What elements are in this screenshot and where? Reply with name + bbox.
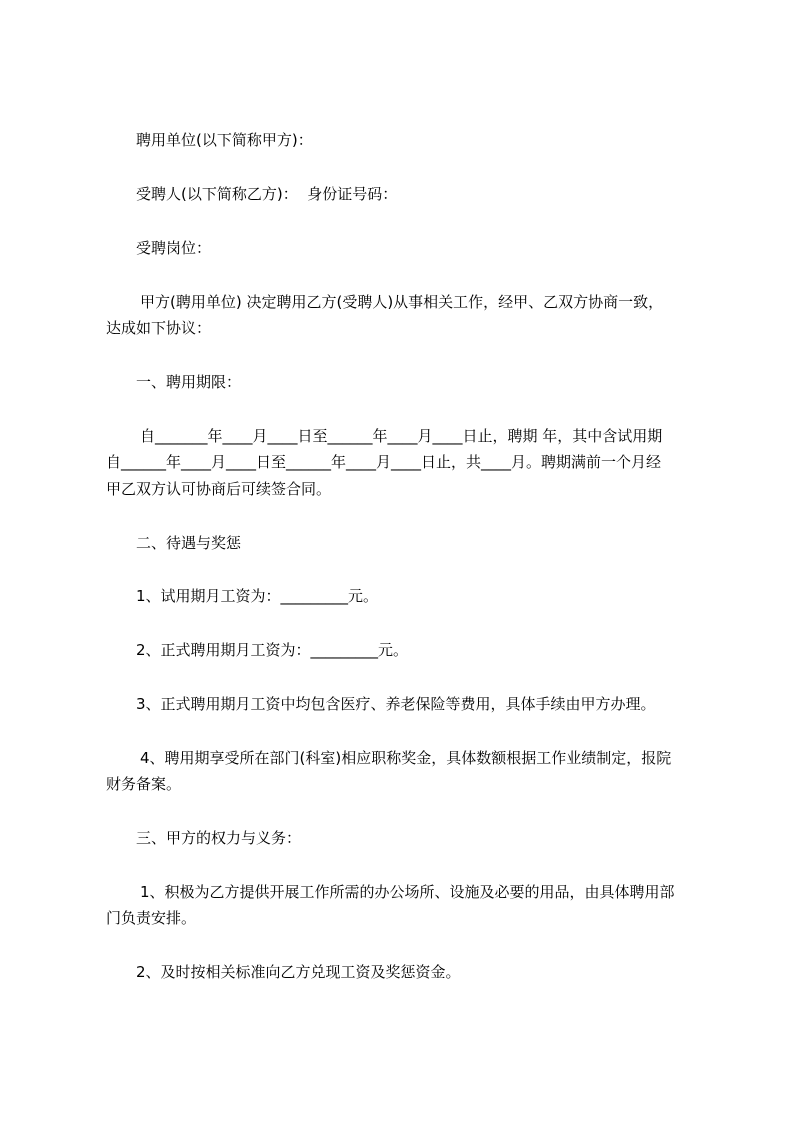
pay-item-4-line-2: 财务备案。 (106, 775, 182, 793)
section-heading-term: 一、聘用期限： (136, 373, 242, 391)
term-line-3: 甲乙双方认可协商后可续签合同。 (106, 480, 332, 498)
duty-item-1-line-2: 门负责安排。 (106, 909, 197, 927)
section-heading-pay: 二、待遇与奖惩 (136, 534, 242, 552)
pay-item-4-line-1: 4、聘用期享受所在部门(科室)相应职称奖金，具体数额根据工作业绩制定，报院 (140, 749, 672, 767)
employee-line: 受聘人(以下简称乙方)： 身份证号码： (136, 185, 398, 203)
position-line: 受聘岗位： (136, 239, 212, 257)
pay-item-3: 3、正式聘用期月工资中均包含医疗、养老保险等费用，具体手续由甲方办理。 (136, 695, 656, 713)
term-line-2: 自______年____月____日至______年____月____日止，共____月。聘期满前一个月经 (106, 453, 662, 471)
pay-item-1: 1、试用期月工资为：_________元。 (136, 587, 379, 605)
section-heading-duties: 三、甲方的权力与义务： (136, 829, 302, 847)
duty-item-2: 2、及时按相关标准向乙方兑现工资及奖惩资金。 (136, 963, 461, 981)
pay-item-2: 2、正式聘用期月工资为：_________元。 (136, 641, 409, 659)
intro-line-1: 甲方(聘用单位) 决定聘用乙方(受聘人)从事相关工作，经甲、乙双方协商一致， (140, 293, 664, 311)
duty-item-1-line-1: 1、积极为乙方提供开展工作所需的办公场所、设施及必要的用品，由具体聘用部 (140, 883, 675, 901)
intro-line-2: 达成如下协议： (106, 319, 212, 337)
employer-line: 聘用单位(以下简称甲方)： (136, 131, 313, 149)
term-line-1: 自_______年____月____日至______年____月____日止，聘期 年，其中含试用期 (140, 427, 663, 445)
